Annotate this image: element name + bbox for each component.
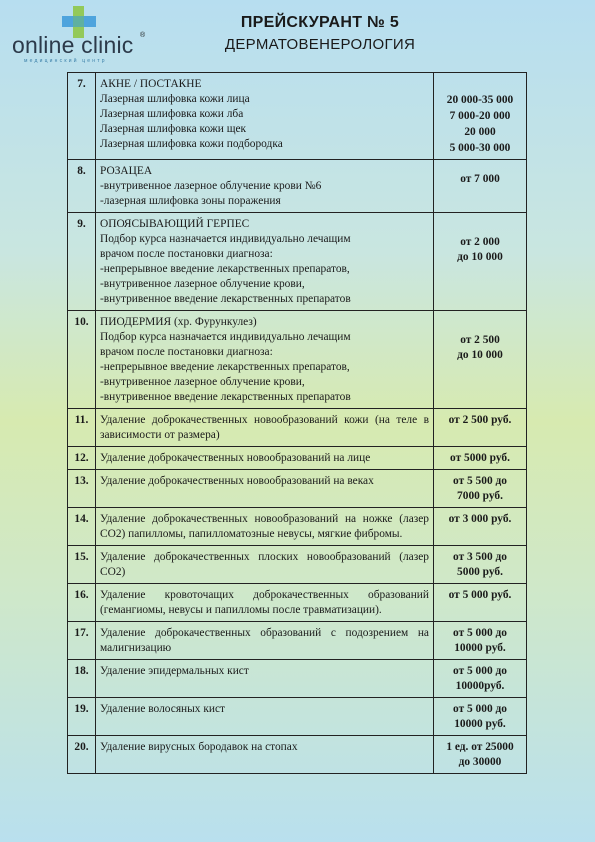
page-title: ПРЕЙСКУРАНТ № 5 [240, 14, 400, 31]
row-number: 15. [68, 546, 96, 584]
description-line: Удаление волосяных кист [100, 703, 226, 715]
row-number: 11. [68, 409, 96, 447]
description-line: -внутривенное введение лекарственных препаратов [100, 293, 351, 305]
price-line: 7000 руб. [457, 490, 503, 502]
service-description [96, 736, 434, 774]
service-price [434, 546, 527, 584]
service-description [96, 622, 434, 660]
price-line: от 2 500 [460, 334, 500, 346]
description-line: РОЗАЦЕА [100, 165, 153, 177]
service-description [96, 447, 434, 470]
table-row [68, 508, 527, 546]
description-line: Удаление доброкачественных новообразований на лице [100, 452, 371, 464]
service-description [96, 584, 434, 622]
price-line: 5 000-30 000 [449, 142, 511, 154]
description-line: Лазерная шлифовка кожи щек [100, 123, 247, 135]
row-number: 16. [68, 584, 96, 622]
service-price [434, 447, 527, 470]
description-line: Удаление доброкачественных образований с подозрением на малигнизацию [100, 627, 429, 654]
description-line: -внутривенное лазерное облучение крови, [100, 278, 305, 290]
description-line: врачом после постановки диагноза: [100, 248, 273, 260]
price-line: 7 000-20 000 [449, 110, 511, 122]
price-line: от 5 000 руб. [448, 589, 512, 601]
table-row [68, 213, 527, 311]
table-row [68, 584, 527, 622]
table-row [68, 311, 527, 409]
row-number: 14. [68, 508, 96, 546]
service-price [434, 73, 527, 160]
description-line: -непрерывное введение лекарственных препаратов, [100, 263, 350, 275]
description-line: Подбор курса назначается индивидуально лечащим [100, 331, 351, 343]
price-line: до 30000 [458, 756, 502, 768]
registered-mark: ® [140, 32, 146, 39]
description-line: Лазерная шлифовка кожи лица [100, 93, 250, 105]
description-line: -внутривенное лазерное облучение крови, [100, 376, 305, 388]
service-description [96, 311, 434, 409]
table-row [68, 73, 527, 160]
table-row [68, 409, 527, 447]
row-number: 20. [68, 736, 96, 774]
description-line: Удаление доброкачественных новообразований на веках [100, 475, 374, 487]
table-row [68, 160, 527, 213]
service-description [96, 213, 434, 311]
price-line: от 2 500 руб. [448, 414, 512, 426]
service-price [434, 584, 527, 622]
table-row [68, 546, 527, 584]
service-description [96, 470, 434, 508]
row-number: 13. [68, 470, 96, 508]
service-price [434, 622, 527, 660]
table-row [68, 447, 527, 470]
service-description [96, 660, 434, 698]
description-line: врачом после постановки диагноза: [100, 346, 273, 358]
logo-subtext: медицинский центр [24, 58, 107, 64]
table-row [68, 736, 527, 774]
price-line: 20 000-35 000 [446, 94, 514, 106]
service-price [434, 213, 527, 311]
description-line: Лазерная шлифовка кожи лба [100, 108, 244, 120]
service-price [434, 660, 527, 698]
row-number: 9. [68, 213, 96, 311]
description-line: АКНЕ / ПОСТАКНЕ [100, 78, 202, 90]
price-table [67, 72, 527, 774]
price-line: 10000 руб. [454, 642, 506, 654]
description-line: -внутривенное лазерное облучение крови №6 [100, 180, 322, 192]
service-description [96, 73, 434, 160]
price-line: от 5 000 до [453, 665, 507, 677]
description-line: Удаление доброкачественных новообразований на ножке (лазер СО2) папилломы, папилломатозные невусы, мягкие фибромы. [100, 513, 429, 540]
row-number: 17. [68, 622, 96, 660]
price-line: 20 000 [464, 126, 496, 138]
service-price [434, 470, 527, 508]
description-line: Удаление вирусных бородавок на стопах [100, 741, 298, 753]
table-row [68, 470, 527, 508]
price-line: 10000руб. [455, 680, 505, 692]
logo-text: online clinic [12, 32, 134, 58]
description-line: Удаление эпидермальных кист [100, 665, 249, 677]
row-number: 19. [68, 698, 96, 736]
service-description [96, 508, 434, 546]
price-table-body [68, 73, 527, 774]
service-price [434, 508, 527, 546]
price-line: от 5 500 до [453, 475, 507, 487]
description-line: -непрерывное введение лекарственных препаратов, [100, 361, 350, 373]
service-price [434, 409, 527, 447]
service-price [434, 698, 527, 736]
price-line: до 10 000 [457, 349, 503, 361]
service-price [434, 736, 527, 774]
row-number: 7. [68, 73, 96, 160]
description-line: -внутривенное введение лекарственных препаратов [100, 391, 351, 403]
service-description [96, 160, 434, 213]
price-line: 10000 руб. [454, 718, 506, 730]
description-line: Удаление кровоточащих доброкачественных образований (гемангиомы, невусы и папилломы после травматизации). [100, 589, 429, 616]
description-line: Лазерная шлифовка кожи подбородка [100, 138, 283, 150]
clinic-logo [12, 6, 152, 62]
price-line: от 7 000 [460, 173, 500, 185]
header [200, 14, 440, 53]
description-line: ОПОЯСЫВАЮЩИЙ ГЕРПЕС [100, 218, 250, 230]
description-line: Удаление доброкачественных плоских новообразований (лазер СО2) [100, 551, 429, 578]
service-description [96, 698, 434, 736]
row-number: 18. [68, 660, 96, 698]
price-line: 5000 руб. [457, 566, 503, 578]
row-number: 8. [68, 160, 96, 213]
description-line: ПИОДЕРМИЯ (хр. Фурункулез) [100, 316, 257, 328]
price-line: 1 ед. от 25000 [446, 741, 514, 753]
row-number: 10. [68, 311, 96, 409]
price-line: от 5 000 до [453, 627, 507, 639]
row-number: 12. [68, 447, 96, 470]
description-line: Удаление доброкачественных новообразований кожи (на теле в зависимости от размера) [100, 414, 429, 441]
price-line: от 3 000 руб. [448, 513, 512, 525]
table-row [68, 698, 527, 736]
price-line: от 5000 руб. [450, 452, 510, 464]
description-line: -лазерная шлифовка зоны поражения [100, 195, 281, 207]
description-line: Подбор курса назначается индивидуально лечащим [100, 233, 351, 245]
table-row [68, 660, 527, 698]
service-description [96, 409, 434, 447]
table-row [68, 622, 527, 660]
service-price [434, 160, 527, 213]
price-line: до 10 000 [457, 251, 503, 263]
price-line: от 5 000 до [453, 703, 507, 715]
page-subtitle: ДЕРМАТОВЕНЕРОЛОГИЯ [224, 36, 416, 53]
service-description [96, 546, 434, 584]
price-line: от 2 000 [460, 236, 500, 248]
price-line: от 3 500 до [453, 551, 507, 563]
service-price [434, 311, 527, 409]
